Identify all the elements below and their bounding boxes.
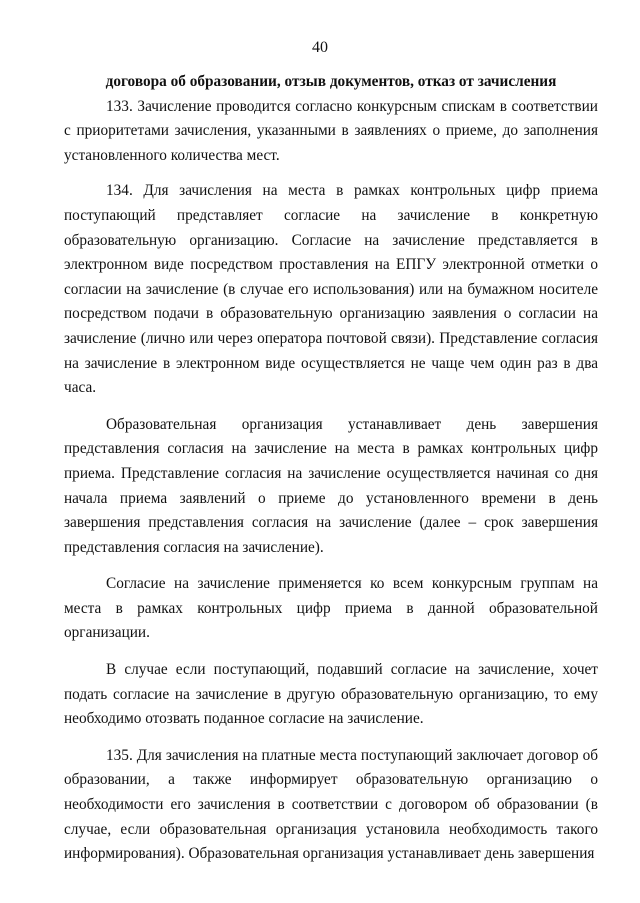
paragraph-135: 135. Для зачисления на платные места поступающий заключает договор об образовании, а также информирует образовательную организацию о необходимости его зачисления в соответствии с договором об образовании (в случае, если образовательная организация установила необходимость такого информирования). Образовательная организация устанавливает день завершения xyxy=(64,746,598,863)
document-body xyxy=(64,70,598,867)
paragraph-consent-scope: Согласие на зачисление применяется ко всем конкурсным группам на места в рамках контрольных цифр приема в данной образовательной организации. xyxy=(64,575,598,642)
paragraph-consent-withdrawal: В случае если поступающий, подавший согласие на зачисление, хочет подать согласие на зачисление в другую образовательную организацию, то ему необходимо отозвать поданное согласие на зачисление. xyxy=(64,661,598,728)
paragraph-133: 133. Зачисление проводится согласно конкурсным спискам в соответствии с приоритетами зачисления, указанными в заявлениях о приеме, до заполнения установленного количества мест. xyxy=(64,97,598,164)
paragraph-deadline: Образовательная организация устанавливает день завершения представления согласия на зачисление на места в рамках контрольных цифр приема. Представление согласия на зачисление осуществляется начиная со дня начала приема заявлений о приеме до установленного времени в день завершения представления согласия на зачисление (далее – срок завершения представления согласия на зачисление). xyxy=(64,415,598,556)
section-heading: договора об образовании, отзыв документов, отказ от зачисления xyxy=(105,73,557,90)
page-number: 40 xyxy=(312,39,328,56)
paragraph-134: 134. Для зачисления на места в рамках контрольных цифр приема поступающий представляет согласие на зачисление в конкретную образовательную организацию. Согласие на зачисление представляется в электронном виде посредством проставления на ЕПГУ электронной отметки о согласии на зачисление (в случае его использования) или на бумажном носителе посредством подачи в образовательную организацию заявления о согласии на зачисление (лично или через оператора почтовой связи). Представление согласия на зачисление в электронном виде осуществляется не чаще чем один раз в два часа. xyxy=(64,182,598,397)
